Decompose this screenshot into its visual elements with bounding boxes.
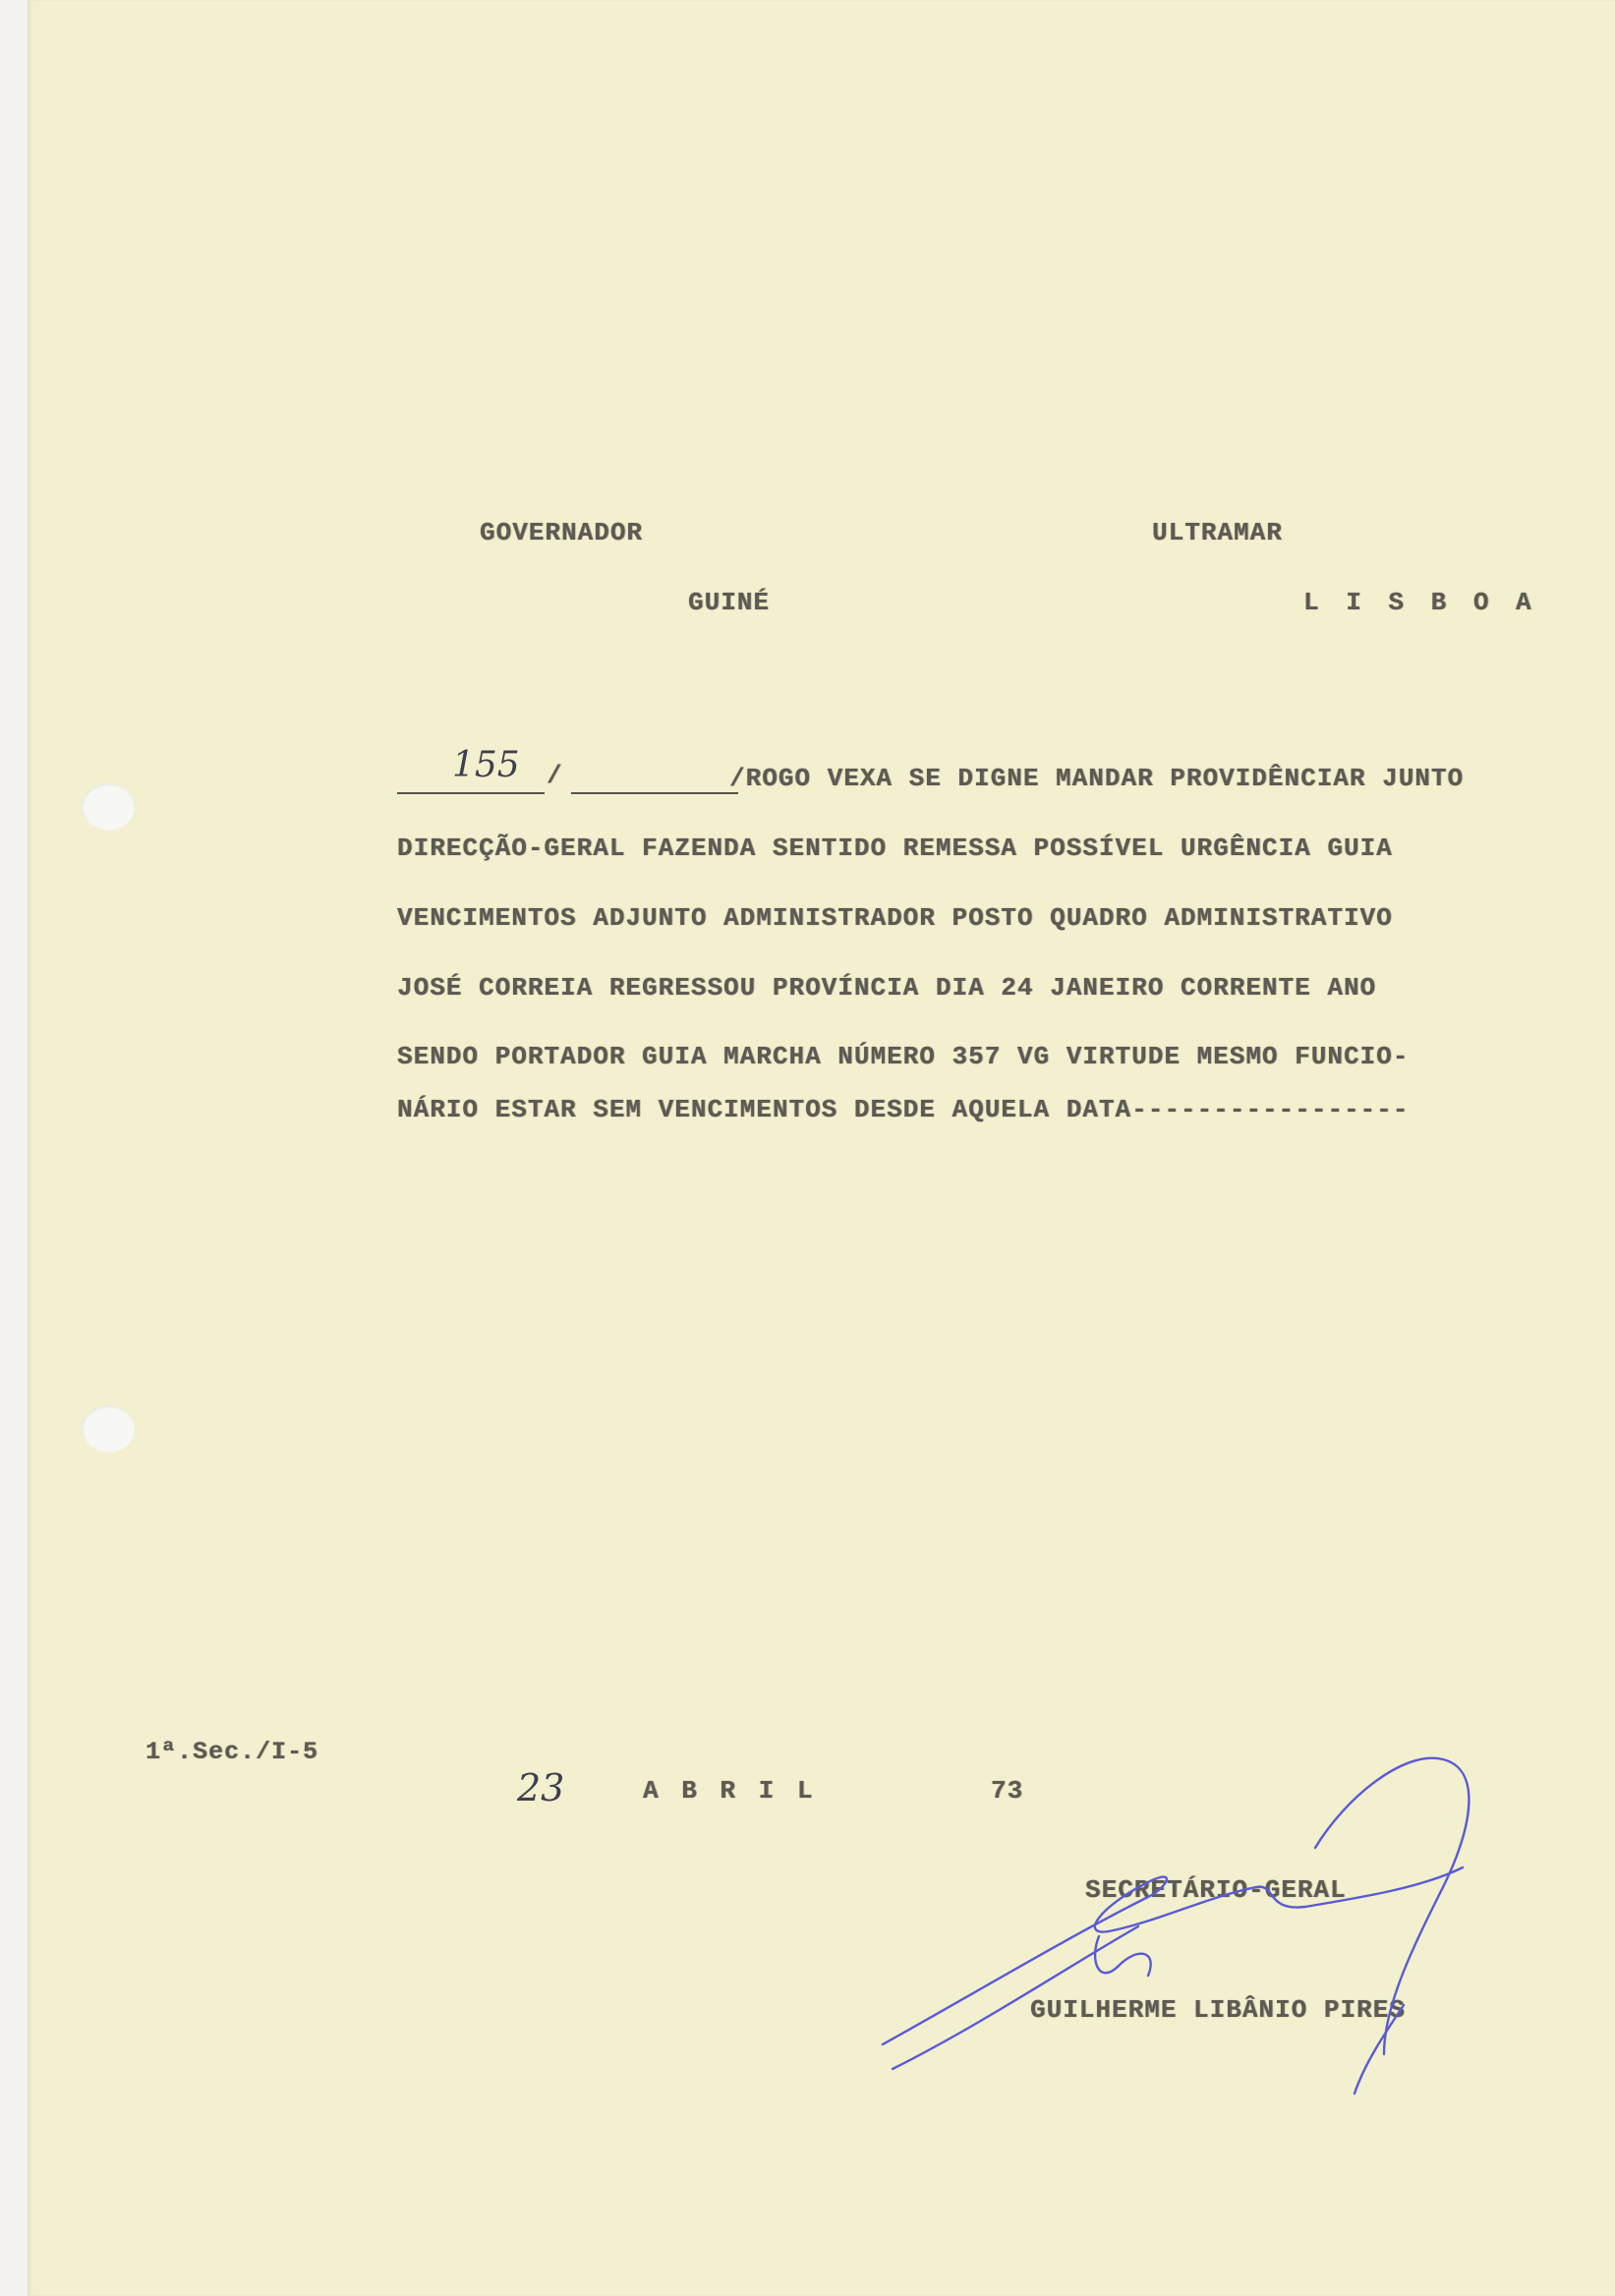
handwritten-signature [853,1740,1581,2113]
signature-stroke-4 [1095,1936,1151,1976]
message-line-5: SENDO PORTADOR GUIA MARCHA NÚMERO 357 VG VIRTUDE MESMO FUNCIO- [397,1042,1410,1071]
to-place: L I S B O A [1303,588,1537,617]
document-sheet [28,0,1615,2296]
from-office: GOVERNADOR [480,518,644,547]
signature-stroke-1 [883,1867,1463,2044]
signatory-name: GUILHERME LIBÂNIO PIRES [1030,1995,1406,2025]
signature-stroke-5 [1355,2005,1404,2094]
second-underline [571,792,738,794]
date-month: A B R I L [643,1776,817,1806]
punch-hole-top [82,783,135,831]
message-line-2: DIRECÇÃO-GERAL FAZENDA SENTIDO REMESSA POSSÍVEL URGÊNCIA GUIA [397,833,1393,863]
message-number: 155 [452,745,520,785]
message-line-6 [397,1095,1409,1124]
number-slash: / [547,761,563,790]
message-line-4: JOSÉ CORREIA REGRESSOU PROVÍNCIA DIA 24 JANEIRO CORRENTE ANO [397,973,1377,1003]
message-line-6-text: NÁRIO ESTAR SEM VENCIMENTOS DESDE AQUELA DATA [397,1095,1132,1124]
to-office: ULTRAMAR [1152,518,1283,547]
from-place: GUINÉ [688,588,771,617]
section-reference: 1ª.Sec./I-5 [145,1738,319,1766]
signature-stroke-3 [1315,1758,1469,2054]
line-fill-dashes: ----------------- [1131,1095,1410,1124]
message-line-3: VENCIMENTOS ADJUNTO ADMINISTRADOR POSTO QUADRO ADMINISTRATIVO [397,903,1393,933]
message-line-1: /ROGO VEXA SE DIGNE MANDAR PROVIDÊNCIAR JUNTO [729,764,1465,793]
date-day: 23 [517,1766,565,1809]
signatory-title: SECRETÁRIO-GERAL [1085,1875,1347,1905]
signature-stroke-2 [893,1926,1138,2069]
number-underline [397,792,545,794]
date-year: 73 [991,1776,1024,1806]
punch-hole-bottom [82,1406,135,1453]
